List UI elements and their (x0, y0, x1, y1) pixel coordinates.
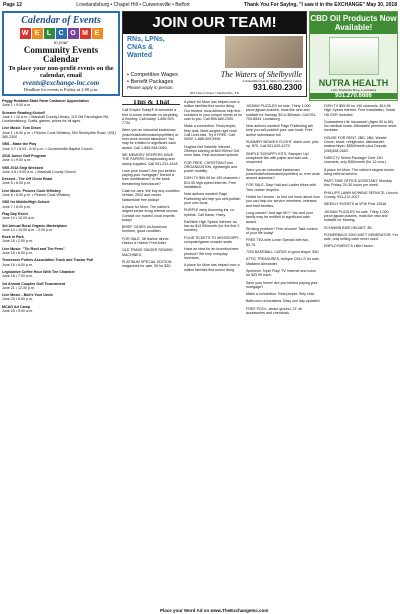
event-title: VBS for Middle/High School (2, 200, 50, 205)
classified-ad: Hotels for Heroes - to find out more about how you can help our service members, veterans and their families. (246, 195, 320, 208)
event-item (2, 200, 120, 209)
classified-ad: Cash for cars: We buy any condition vehicle, 2002 and newer. Nationwide free pickup! (122, 189, 180, 202)
classified-ad: Were you an industrial tradesman (machinist/boilermaker/pipefitter) or, ever work around asbestos? You may be entitled to significant cash award. Call 1-855-548-0059. (122, 128, 180, 150)
header-towns: Lovelandsburg • Chapel Hill • Curwensville • Belfort (76, 2, 190, 8)
calendar-title: Calendar of Events (21, 15, 101, 26)
classified-ad: A place for Mom has helped over a million families find senior living. Our trusted, local advisors help find solutions to your unique needs at no cost to you. Call 855-680-2300. (184, 100, 242, 122)
classified-ad: DISH TV $59.99 for 190 channels. $14.95 High Speed Internet. Free Installation, Smart HD DVR Included. (324, 104, 396, 117)
classified-ad: FOR SALE, Dayr Hall and Ladies bikes with Trek cruiser tricycles. (246, 183, 316, 192)
event-item (2, 177, 120, 186)
waters-logo (221, 70, 302, 92)
classified-ad: Lose your house? Are you behind paying your mortgage? Denied a loan modification? Is the bank threatening foreclosure? (122, 168, 176, 186)
event-details: June 3-7 • 6:00 - 8:30 p.m. • Curwensville Baptist Church (2, 146, 93, 151)
classified-ad: FOUR TICKETS TO MISSISSIPPI - computer/game console seats. (184, 235, 241, 245)
header-tagline: Thank You For Saying, "I saw it in the EXCHANGE" May 30, 2018 (244, 2, 397, 8)
event-item (2, 166, 120, 175)
calendar-column (2, 11, 120, 609)
welcome-letter: E (92, 28, 103, 39)
calendar-box (2, 11, 120, 96)
event-list (2, 99, 120, 313)
event-details: June 16 • 6:00 p.m. (2, 251, 34, 256)
welcome-letter: M (80, 28, 91, 39)
to-our-text: to your (53, 41, 69, 46)
classified-column-5 (324, 104, 398, 608)
classified-column-2 (122, 100, 180, 608)
event-title: 2018 Junior Golf Program (2, 153, 46, 158)
classified-list (246, 104, 320, 315)
event-title: Rock in Park (2, 235, 24, 240)
event-title: Dessert - The Off Circle Road (2, 177, 52, 182)
classified-ad: FOR SALE, 36 Harbor dinner, Harbor & Harbor Fred Adler. (122, 236, 170, 246)
calendar-email-link[interactable]: events@exchange-inc.com (22, 79, 100, 87)
classified-ad: 7200 BASEBALL CARDS in good shape, $30. (246, 250, 320, 255)
classified-ad: Guaranteed Life Insurance! (Ages 50 to 80). No medical exam. Affordable premiums never increase. (324, 119, 397, 133)
classified-ad: Earthlink High Speed Internet. As low as $14.95/month (for the first 3 months). (184, 219, 240, 233)
classified-ad: Save your home! Are you behind paying your mortgage? (246, 280, 318, 289)
event-item (2, 224, 120, 233)
event-item (2, 270, 120, 279)
join-roles (127, 36, 165, 60)
classified-ad: HOUSE FOR RENT, 2BD, 2BA, Westel Grove, stove, refrigerator, dishwasher, washer/dryer. $850/month plus Deposit. (256)458-0483. (324, 135, 388, 153)
footer-text: Place your Word Ad on www.TheExchangeInc.com (160, 608, 269, 613)
classified-ad: Call Empire Today® to schedule a free in-home estimate on carpeting & flooring. Call today! 1-855-929-7734. (122, 108, 178, 126)
classified-ad: FREE TEA with Lunch Special with two, $3.75. (246, 238, 310, 247)
cbd-banner: CBD Oil Products Now Available! (310, 14, 397, 32)
event-details: June 6 • 6:00 p.m. • Pickers Cook Whiskey (2, 193, 71, 198)
store-phone: 931.270.6686 (310, 93, 397, 99)
calendar-deadline: Deadline for events is Friday at 2:00 p.m. (23, 87, 99, 92)
event-details: June 5 • 6:00 p.m. (2, 181, 32, 186)
join-our-team-ad (122, 11, 307, 97)
event-item (2, 293, 120, 302)
event-item (2, 212, 120, 221)
event-item (2, 282, 120, 291)
calendar-heading: Community Events Calendar (23, 45, 99, 64)
classified-ad: Hughes Net Satellite Internet - 25mbps starting at $49.99/mo! Get more data. Fast download speeds. (184, 144, 240, 158)
event-title: 1st Annual Couples Golf Tournament (2, 281, 66, 286)
event-details: June 16 • 6:00 p.m. (2, 262, 34, 267)
event-item (2, 154, 120, 163)
classified-ad: DISH TV $59.99 for 190 channels + $14.95 high speed internet. Free installation. (184, 176, 241, 190)
classified-ad: Make a connection. Real people, flirty chat. (246, 292, 315, 297)
welcome-letter: W (20, 28, 31, 39)
event-details: June 16 • 2:00 p.m. (2, 239, 34, 244)
join-benefits (127, 72, 178, 92)
welcome-letter: C (56, 28, 67, 39)
classified-ad: FREE POOL, above ground, 21' all accessories and chemicals. (246, 306, 302, 315)
event-title: Live Music: Tom Dixon (2, 126, 41, 131)
page-header (0, 0, 400, 10)
classified-ad: SUMMER WEAVES FLIGHT, starts over, pick up, $75. Call 931-625-4279. (246, 140, 319, 149)
classified-ad: JIGSAW PUZZLES for sale. Thirty 1,000 piece jigsaw puzzles, most like new and suitable for framing. (324, 209, 389, 223)
event-item (2, 235, 120, 244)
event-details: June 1 • 10 a.m. • Marshall County Library, 119 Old Farmington Rd, Lovelandsburg. Crafts, games, prizes for all ages. (2, 114, 110, 124)
event-item (2, 258, 120, 267)
store-name: NUTRA HEALTH (318, 78, 389, 88)
event-item (2, 126, 120, 139)
event-details: June 4 • 9:00 a.m. (2, 158, 32, 163)
event-details: June 1 • 9:00 a.m. (2, 103, 32, 108)
classified-ad: Have an idea for an invention/new product? We help everyday inventors. (184, 247, 239, 260)
event-title: Legislative Coffee Hour With The Chamber (2, 269, 75, 274)
classified-ad: EMPLOYMENT: A Little Haven. (324, 244, 374, 249)
event-item (2, 305, 120, 314)
classified-list (184, 100, 242, 272)
join-address: 835 Union Street • Shelbyville, TN (189, 91, 240, 95)
event-title: VBS 2018 Ship Wrecked (2, 165, 44, 170)
classified-ad: Were you an industrial tradesman (machinist/boilermaker/pipefitter) or, ever work around asbestos? (246, 167, 320, 181)
classified-ad: DIRECTV Select Package! Over 150 channels, only $35/month (for 12 mos.). (324, 155, 388, 165)
classified-column-4 (246, 104, 320, 608)
classified-ad: BRIEF CASES an American furniture, good condition. (122, 225, 167, 234)
classified-ad: PHILLIPS LAWN MOWING SERVICE, Lincoln County. 931-212-2027. (324, 190, 398, 200)
event-details: June 1 • 6:00 p.m. • Pickers Cook Whiskey, 594 Shelbyville Road. (931) 380-2300 (2, 130, 116, 140)
event-item (2, 111, 120, 124)
welcome-letter: E (32, 28, 43, 39)
staff-photo (225, 36, 303, 68)
classified-list (122, 108, 180, 268)
section-title: This & That (122, 100, 180, 105)
classified-ad: JIGSAW PUZZLES for sale. Thirty 1,000 piece jigsaw puzzles, most like new and suitable for framing. $3 to $5/each. Call 931-703-8543, Lewisburg. (246, 104, 317, 121)
classified-ad: Now authors wanted! Page Publishing will help you self-publish your own book. Free author submission kit! (246, 124, 313, 137)
classified-ad: Lung cancer? And age 60+? You and your family may be entitled to significant cash award. (246, 210, 314, 224)
event-title: Peggy Hubbard State Farm Customer Appreciation (2, 99, 89, 103)
event-details: June 14 • 10:00 a.m. - 2:00 p.m. (2, 227, 54, 232)
event-title: Tennessee Pullers Association Truck and Tractor Pull (2, 258, 94, 263)
event-title: Live Music - Bob's Your Uncle (2, 293, 54, 298)
classified-ad: A place for Mom has helped over a million families find senior living. (184, 263, 240, 272)
event-details: June 25 • 9:00 a.m. (2, 308, 34, 313)
page-number: Page 12 (3, 2, 22, 8)
classified-ad: SCHWINN BIKE HELMET, $5. (324, 225, 373, 230)
event-title: Summer Reading Kickoff (2, 110, 45, 115)
welcome-letter: L (44, 28, 55, 39)
classified-ad: WEEKLY EVENTS at VFW Post 12048. (324, 202, 388, 207)
event-item (2, 189, 120, 198)
classified-ad: Spectrum Triple Play! TV, Internet and voice for $29.99 each. (246, 268, 316, 278)
product-image (329, 37, 379, 75)
event-title: Flag Day Event (2, 211, 28, 216)
classified-ad: Stroking problem? Free shower! Take control of your life today! (246, 226, 318, 236)
classified-ad: PURPLE early blooming iris, no hybrids. Call Karan, Harry. (184, 208, 235, 217)
classified-ad: SIMPLE SCRAPPY KITS, Stampin' Up! scrapbook kits with paper and add-ons, unopened. (246, 151, 309, 165)
classified-ad: WE MEMORY KEEPERS HAVE THE PAPERS Scrapbooking and stamp supplies. Call 931-231-4418. (122, 152, 179, 166)
classified-ad: POWERBACK 2000 WATT GENERATOR. For sale, only selling cash never used. (324, 232, 398, 242)
event-title: 3rd Annual Rural Organic Marketplace (2, 223, 68, 228)
event-item (2, 99, 120, 108)
store-address: 1101 Nashville Hwy, Lewisburg (330, 88, 377, 92)
classified-ad: ATTIC TREASURES, Antique DOLLS for sale, Madame Alexander. (246, 257, 320, 266)
role-line: CNAs & (127, 44, 154, 51)
event-details: June 7 • 6:00 p.m. (2, 204, 32, 209)
classified-ad: OLD TRADE SINGER SEWING MACHINES. (122, 248, 173, 257)
classified-ad: FOR FREE, CHRISTIAN Fund ORGANIZATION, lightweight and power mobility. (184, 160, 238, 174)
benefit-line: • Competitive Wages (127, 72, 178, 78)
event-details: June 21 • 12:30 p.m. (2, 285, 36, 290)
calendar-subtext: To place your non-profit events on the calendar, email (8, 65, 114, 79)
classified-ad: Bathroom renovations. Easy one day updates! (246, 299, 320, 304)
role-line: RNs, LPNs, (127, 36, 165, 43)
welcome-banner (6, 28, 116, 39)
apply-text: Please apply in person. (127, 85, 174, 90)
classified-ad: Now authors wanted! Page Publishing will help you self-publish your own book. (184, 192, 241, 205)
event-title: MCAG Art Camp (2, 304, 31, 309)
welcome-letter: O (68, 28, 79, 39)
event-title: Live Music: Pickers Cook Whiskey (2, 188, 61, 193)
classified-ad: PLATINUM SPECIAL EDITION magazines for sale, 50 for $20. (122, 259, 172, 269)
classified-list (324, 104, 398, 249)
classified-ad: Make a connection. Real people, flirty chat. Meet singles right now! Call LiveLinks. Try it FREE. Call NOW: 1-888-909-9905. (184, 124, 238, 142)
benefit-line: • Benefit Packages (127, 78, 174, 85)
event-details: June 23 • 6:00 p.m. (2, 297, 34, 302)
cbd-oil-ad (309, 11, 398, 101)
classified-ad: A place for Mom. The nation's largest senior living referral service. Contact our trusted, local experts today! (122, 204, 179, 222)
event-item (2, 142, 120, 151)
event-title: VBS - Make the Play (2, 142, 37, 147)
classified-ad: A place for Mom. The nation's largest senior living referral service. (324, 167, 394, 176)
logo-sub: A Rehabilitation & Skilled Nursing Center (242, 79, 302, 83)
join-phone: 931.680.2300 (253, 83, 302, 92)
event-details: June 4-8 • 9:00 a.m. • Marshall County Church (2, 169, 77, 174)
event-title: Live Music: "Tin Roof and The Pens" (2, 246, 65, 251)
event-details: June 14 • 10:00 a.m. (2, 216, 36, 221)
event-item (2, 247, 120, 256)
logo-name: The Waters of Shelbyville (220, 70, 302, 79)
role-line: Wanted (127, 52, 153, 59)
classified-ad: PART-TIME OFFICE ASSISTANT. Monday thru Friday. 20-30 hours per week. (324, 179, 392, 188)
classified-column-3 (184, 100, 242, 608)
event-details: June 18 • 7:00 a.m. (2, 274, 34, 279)
join-headline: JOIN OUR TEAM! (123, 12, 306, 34)
